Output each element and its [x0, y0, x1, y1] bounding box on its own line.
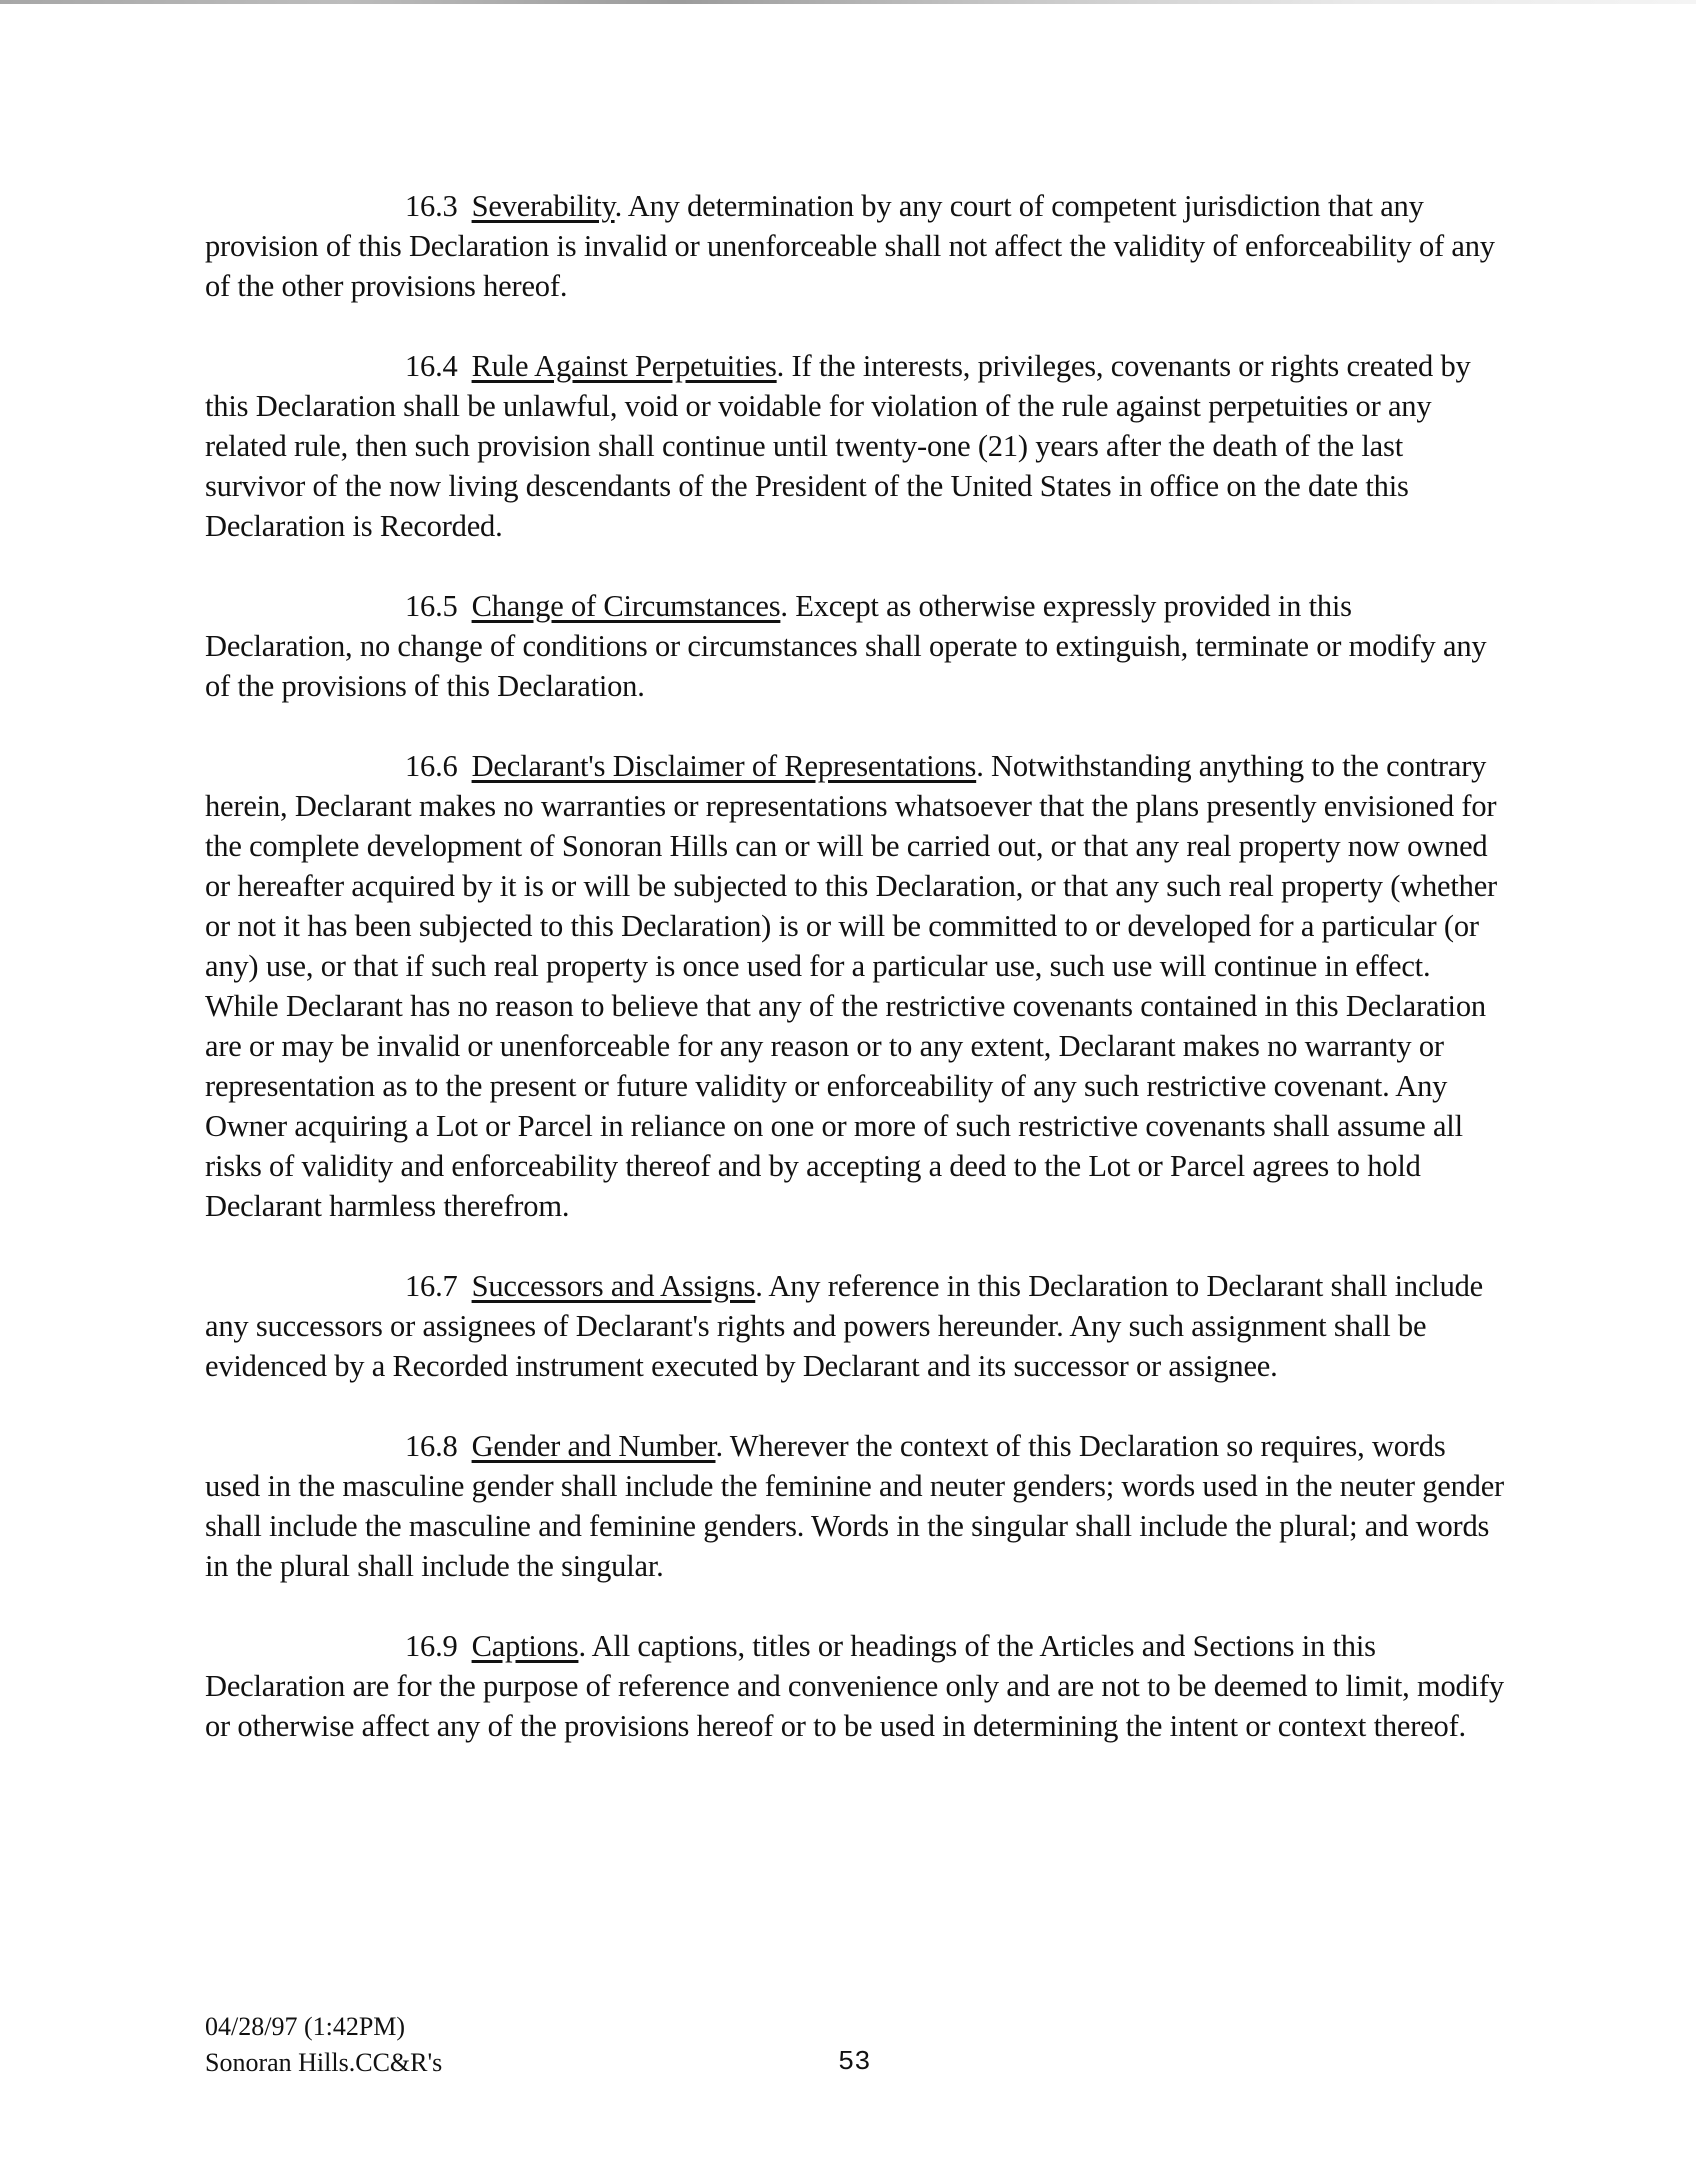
section-body: . Except as otherwise expressly provided in this Declaration, no change of conditions or circumstances shall operate to extinguish, terminate or modify any of the provisions of this Declaration.	[205, 589, 1487, 703]
section-title: Captions	[471, 1629, 579, 1663]
page-number: 53	[838, 2048, 871, 2078]
section-number: 16.5	[405, 589, 458, 623]
footer-file-name: Sonoran Hills.CC&R's	[205, 2048, 443, 2077]
section-16-8	[205, 1426, 1505, 1586]
section-title: Severability	[471, 189, 615, 223]
section-16-3	[205, 186, 1505, 306]
section-body: . If the interests, privileges, covenants or rights created by this Declaration shall be unlawful, void or voidable for violation of the rule against perpetuities or any related rule, then such provision shall continue until twenty-one (21) years after the death of the last survivor of the now living descendants of the President of the United States in office on the date this Declaration is Recorded.	[205, 349, 1471, 543]
footer-date: 04/28/97 (1:42PM)	[205, 2012, 406, 2041]
section-16-7	[205, 1266, 1505, 1386]
section-16-6	[205, 746, 1505, 1226]
section-title: Change of Circumstances	[471, 589, 781, 623]
section-title: Declarant's Disclaimer of Representations	[471, 749, 977, 783]
section-title: Successors and Assigns	[471, 1269, 756, 1303]
section-16-9	[205, 1626, 1505, 1746]
section-16-4	[205, 346, 1505, 546]
document-footer	[205, 2009, 442, 2081]
section-number: 16.3	[405, 189, 458, 223]
section-number: 16.8	[405, 1429, 458, 1463]
section-body: . Any determination by any court of competent jurisdiction that any provision of this Declaration is invalid or unenforceable shall not affect the validity of enforceability of any of the other provisions hereof.	[205, 189, 1495, 303]
section-number: 16.9	[405, 1629, 458, 1663]
section-body: . Notwithstanding anything to the contrary herein, Declarant makes no warranties or representations whatsoever that the plans presently envisioned for the complete development of Sonoran Hills can or will be carried out, or that any real property now owned or hereafter acquired by it is or will be subjected to this Declaration, or that any such real property (whether or not it has been subjected to this Declaration) is or will be committed to or developed for a particular (or any) use, or that if such real property is once used for a particular use, such use will continue in effect. While Declarant has no reason to believe that any of the restrictive covenants contained in this Declaration are or may be invalid or unenforceable for any reason or to any extent, Declarant makes no warranty or representation as to the present or future validity or enforceability of any such restrictive covenant. Any Owner acquiring a Lot or Parcel in reliance on one or more of such restrictive covenants shall assume all risks of validity and enforceability thereof and by accepting a deed to the Lot or Parcel agrees to hold Declarant harmless therefrom.	[205, 749, 1498, 1223]
section-title: Gender and Number	[471, 1429, 716, 1463]
document-page	[205, 186, 1505, 1786]
section-title: Rule Against Perpetuities	[471, 349, 777, 383]
scan-edge-line	[0, 0, 1696, 4]
section-number: 16.7	[405, 1269, 458, 1303]
section-number: 16.4	[405, 349, 458, 383]
section-number: 16.6	[405, 749, 458, 783]
section-body: . Any reference in this Declaration to Declarant shall include any successors or assignees of Declarant's rights and powers hereunder. Any such assignment shall be evidenced by a Recorded instrument executed by Declarant and its successor or assignee.	[205, 1269, 1484, 1383]
section-16-5	[205, 586, 1505, 706]
section-body: . Wherever the context of this Declaration so requires, words used in the masculine gender shall include the feminine and neuter genders; words used in the neuter gender shall include the masculine and feminine genders. Words in the singular shall include the plural; and words in the plural shall include the singular.	[205, 1429, 1504, 1583]
section-body: . All captions, titles or headings of the Articles and Sections in this Declaration are for the purpose of reference and convenience only and are not to be deemed to limit, modify or otherwise affect any of the provisions hereof or to be used in determining the intent or context thereof.	[205, 1629, 1504, 1743]
